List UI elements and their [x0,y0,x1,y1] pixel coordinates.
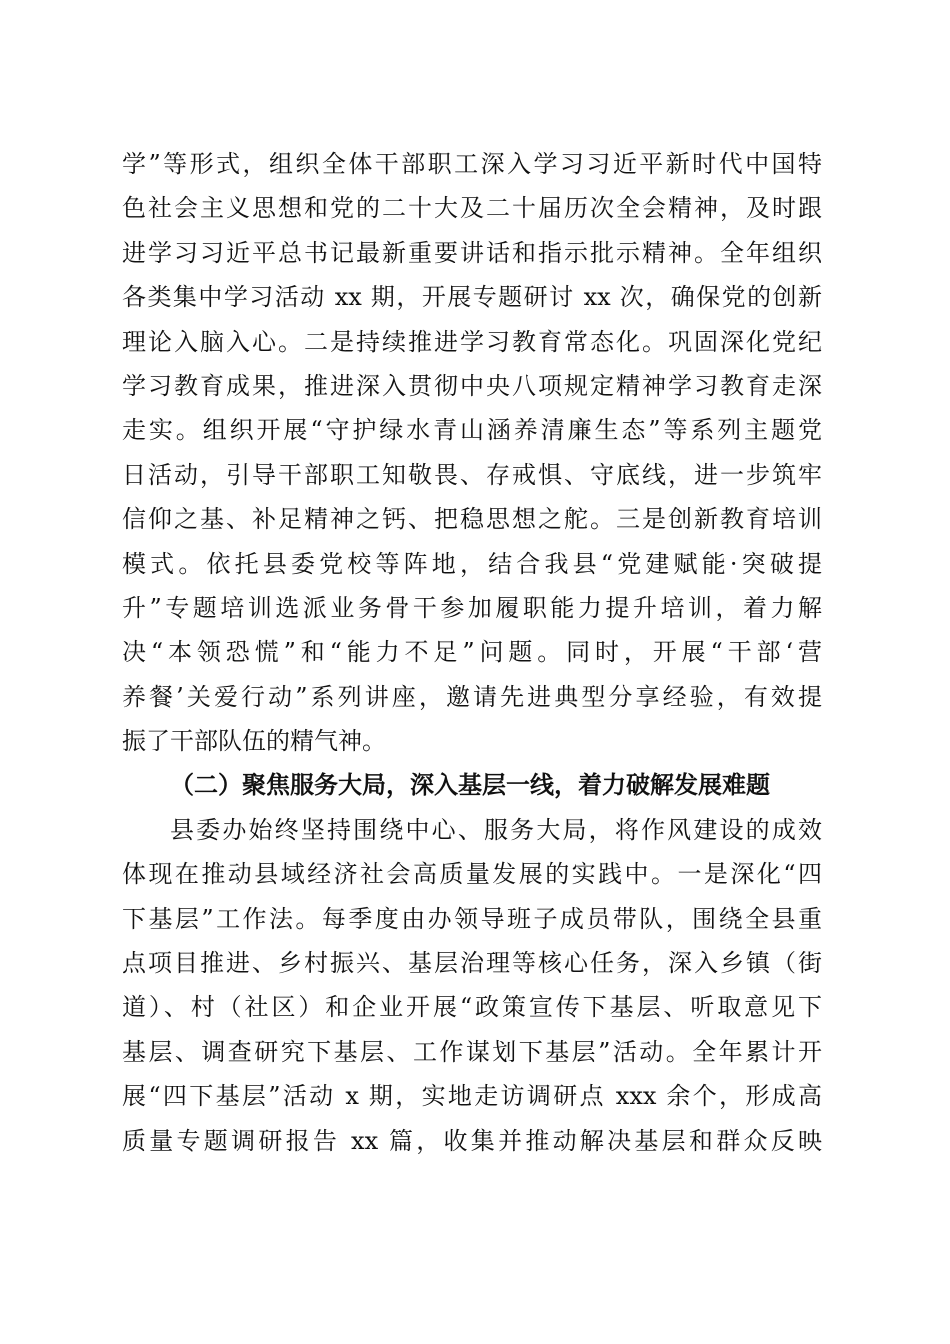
text-line: 下基层”工作法。每季度由办领导班子成员带队，围绕全县重 [122,904,822,933]
text-line: 色社会主义思想和党的二十大及二十届历次全会精神，及时跟 [122,194,822,223]
text-line: 振了干部队伍的精气神。 [122,727,386,756]
paragraph [122,808,822,1163]
text-line: 决“本领恐慌”和“能力不足”问题。同时，开展“干部‘营 [122,638,822,667]
text-line: 道）、村（社区）和企业开展“政策宣传下基层、听取意见下 [122,993,822,1022]
text-line: 信仰之基、补足精神之钙、把稳思想之舵。三是创新教育培训 [122,505,822,534]
text-line: 进学习习近平总书记最新重要讲话和指示批示精神。全年组织 [122,238,822,267]
text-line: 各类集中学习活动 xx 期，开展专题研讨 xx 次，确保党的创新 [122,283,822,312]
text-line: 质量专题调研报告 xx 篇，收集并推动解决基层和群众反映 [122,1126,822,1155]
section-heading: （二）聚焦服务大局，深入基层一线，着力破解发展难题 [170,770,770,800]
text-line: 走实。组织开展“守护绿水青山涵养清廉生态”等系列主题党 [122,416,822,445]
text-line: 点项目推进、乡村振兴、基层治理等核心任务，深入乡镇（街 [122,949,822,978]
paragraph-continued [122,142,822,763]
text-line: 学”等形式，组织全体干部职工深入学习习近平新时代中国特 [122,150,822,178]
document-body [122,142,822,1163]
text-line: 模式。依托县委党校等阵地，结合我县“党建赋能·突破提 [122,549,822,578]
text-line: 基层、调查研究下基层、工作谋划下基层”活动。全年累计开 [122,1037,822,1066]
text-line: 县委办始终坚持围绕中心、服务大局，将作风建设的成效 [170,815,822,844]
text-line: 展“四下基层”活动 x 期，实地走访调研点 xxx 余个，形成高 [122,1082,822,1111]
text-line: 体现在推动县域经济社会高质量发展的实践中。一是深化“四 [122,860,822,889]
text-line: 理论入脑入心。二是持续推进学习教育常态化。巩固深化党纪 [122,327,822,356]
text-line: 养餐’关爱行动”系列讲座，邀请先进典型分享经验，有效提 [122,682,822,711]
text-line: 学习教育成果，推进深入贯彻中央八项规定精神学习教育走深 [122,371,822,400]
text-line: 升”专题培训选派业务骨干参加履职能力提升培训，着力解 [122,593,822,622]
text-line: 日活动，引导干部职工知敬畏、存戒惧、守底线，进一步筑牢 [122,460,822,489]
